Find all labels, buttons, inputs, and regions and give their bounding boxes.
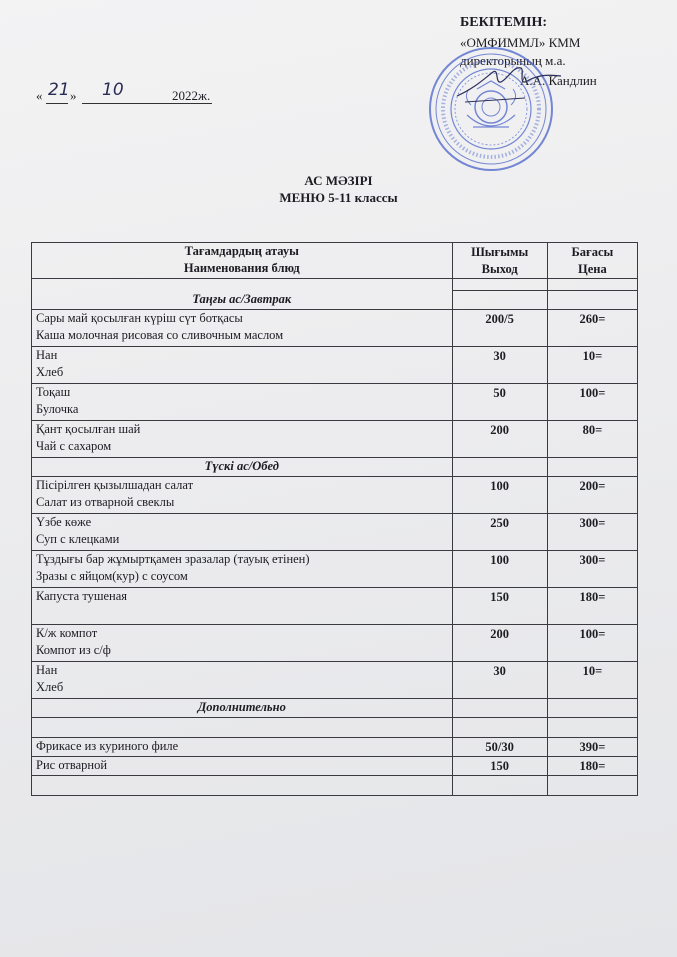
header-dish-name — [32, 243, 453, 279]
table-row — [32, 662, 638, 699]
dish-name-kz: Нан — [36, 348, 58, 362]
empty-cell — [32, 776, 453, 796]
date-day-underline — [46, 103, 68, 104]
dish-price: 100= — [547, 625, 637, 662]
table-header-row — [32, 243, 638, 279]
dish-price: 300= — [547, 514, 637, 551]
empty-cell — [32, 718, 453, 738]
table-row — [32, 514, 638, 551]
dish-price: 80= — [547, 421, 637, 458]
dish-name — [32, 588, 453, 625]
section-cell — [452, 699, 547, 718]
table-row — [32, 551, 638, 588]
title-line-ru: МЕНЮ 5-11 классы — [279, 190, 398, 205]
spacer-cell — [452, 279, 547, 291]
section-row-lunch — [32, 458, 638, 477]
dish-name — [32, 310, 453, 347]
dish-yield: 200 — [452, 421, 547, 458]
dish-yield: 50 — [452, 384, 547, 421]
dish-name — [32, 662, 453, 699]
section-title-extra: Дополнительно — [32, 699, 453, 718]
dish-name-kz: Қант қосылған шай — [36, 422, 141, 436]
header-price — [547, 243, 637, 279]
dish-name — [32, 477, 453, 514]
header-price-ru: Цена — [578, 262, 607, 276]
header-yield-ru: Выход — [481, 262, 518, 276]
table-row — [32, 588, 638, 625]
date-open-quote: « — [36, 88, 43, 103]
table-row — [32, 310, 638, 347]
table-row — [32, 421, 638, 458]
dish-price: 300= — [547, 551, 637, 588]
dish-yield: 150 — [452, 757, 547, 776]
table-row — [32, 384, 638, 421]
dish-name-ru: Салат из отварной свеклы — [36, 495, 175, 509]
header-yield-kz: Шығымы — [471, 245, 529, 259]
date-day: 21 — [48, 80, 70, 100]
dish-yield: 30 — [452, 662, 547, 699]
section-cell — [547, 458, 637, 477]
table-empty-row — [32, 718, 638, 738]
dish-name — [32, 514, 453, 551]
approval-heading: БЕКІТЕМІН: — [460, 15, 548, 30]
dish-name: Рис отварной — [32, 757, 453, 776]
empty-cell — [547, 776, 637, 796]
menu-table — [31, 242, 638, 796]
dish-name-ru: Компот из с/ф — [36, 643, 111, 657]
table-row — [32, 347, 638, 384]
dish-name-ru: Булочка — [36, 402, 79, 416]
dish-name — [32, 551, 453, 588]
spacer-cell — [547, 279, 637, 291]
table-spacer-row — [32, 279, 638, 291]
dish-name-kz: Нан — [36, 663, 58, 677]
dish-name-kz: Үзбе көже — [36, 515, 92, 529]
section-cell — [452, 458, 547, 477]
date-month: 10 — [102, 80, 124, 100]
dish-name-kz: Тұздығы бар жұмыртқамен зразалар (тауық етінен) — [36, 552, 310, 566]
table-row — [32, 625, 638, 662]
section-row-extra — [32, 699, 638, 718]
dish-price: 180= — [547, 588, 637, 625]
dish-yield: 100 — [452, 551, 547, 588]
dish-price: 10= — [547, 347, 637, 384]
table-row — [32, 477, 638, 514]
dish-name — [32, 384, 453, 421]
dish-name — [32, 421, 453, 458]
empty-cell — [452, 718, 547, 738]
dish-price: 200= — [547, 477, 637, 514]
date-year: 2022ж. — [172, 88, 211, 103]
dish-name-ru: Суп с клецками — [36, 532, 120, 546]
dish-name-kz: Капуста тушеная — [36, 589, 128, 603]
dish-yield: 30 — [452, 347, 547, 384]
section-title-lunch: Түскі ас/Обед — [32, 458, 453, 477]
date-close-quote: » — [70, 88, 77, 103]
header-yield — [452, 243, 547, 279]
table-row — [32, 738, 638, 757]
approval-org: «ОМФИММЛ» КММ — [460, 35, 581, 50]
header-dish-name-kz: Тағамдардың атауы — [184, 244, 299, 258]
approval-position: директорының м.а. — [460, 53, 566, 68]
dish-name-ru: Зразы с яйцом(кур) с соусом — [36, 569, 188, 583]
dish-name-ru: Хлеб — [36, 680, 64, 694]
dish-price: 10= — [547, 662, 637, 699]
dish-yield: 250 — [452, 514, 547, 551]
section-row-breakfast — [32, 291, 638, 310]
dish-name: Фрикасе из куриного филе — [32, 738, 453, 757]
header-price-kz: Бағасы — [571, 245, 614, 259]
dish-name-kz: Сары май қосылған күріш сүт ботқасы — [36, 311, 243, 325]
empty-cell — [547, 718, 637, 738]
dish-name-ru: Хлеб — [36, 365, 64, 379]
dish-name-ru: Каша молочная рисовая со сливочным маслом — [36, 328, 284, 342]
dish-name — [32, 347, 453, 384]
dish-price: 180= — [547, 757, 637, 776]
page-title — [0, 172, 677, 206]
dish-name-kz: К/ж компот — [36, 626, 98, 640]
dish-yield: 200/5 — [452, 310, 547, 347]
dish-price: 390= — [547, 738, 637, 757]
dish-price: 100= — [547, 384, 637, 421]
section-cell — [547, 291, 637, 310]
dish-name-kz: Пісірілген қызылшадан салат — [36, 478, 194, 492]
dish-yield: 150 — [452, 588, 547, 625]
signature-icon — [455, 58, 565, 118]
spacer-cell — [32, 279, 453, 291]
section-cell — [452, 291, 547, 310]
approval-name: А.А. Кандлин — [520, 73, 597, 88]
section-cell — [547, 699, 637, 718]
header-dish-name-ru: Наименования блюд — [183, 261, 300, 275]
empty-cell — [452, 776, 547, 796]
table-row — [32, 757, 638, 776]
dish-yield: 50/30 — [452, 738, 547, 757]
dish-name-kz: Тоқаш — [36, 385, 71, 399]
dish-name — [32, 625, 453, 662]
section-title-breakfast: Таңғы ас/Завтрак — [32, 291, 453, 310]
title-line-kz: АС МӘЗІРІ — [304, 173, 373, 188]
table-empty-row — [32, 776, 638, 796]
approval-block — [460, 14, 597, 88]
dish-name-ru: Чай с сахаром — [36, 439, 112, 453]
dish-price: 260= — [547, 310, 637, 347]
dish-yield: 100 — [452, 477, 547, 514]
dish-yield: 200 — [452, 625, 547, 662]
